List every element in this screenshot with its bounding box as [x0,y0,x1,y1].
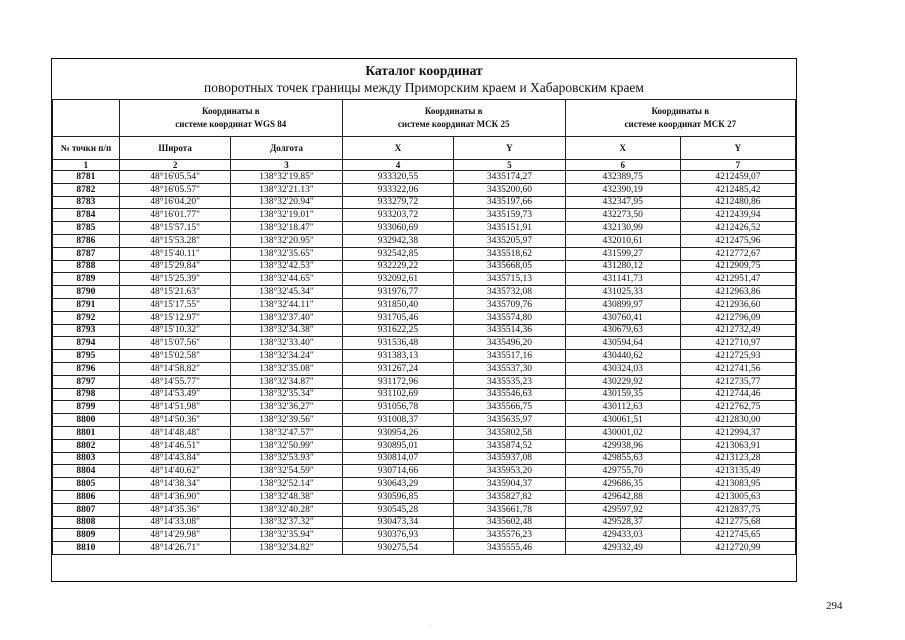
msk27-y-cell: 4212732,49 [680,324,795,337]
latitude-cell: 48°16'01.77" [119,209,230,222]
point-number-cell: 8802 [53,439,120,452]
point-number-cell: 8793 [53,324,120,337]
msk25-y-cell: 3435661,78 [454,503,565,516]
longitude-cell: 138°32'35.08" [231,362,342,375]
catalog-subtitle: поворотных точек границы между Приморским краем и Хабаровским краем [204,80,644,95]
msk25-y-cell: 3435535,23 [454,375,565,388]
msk27-y-cell: 4212772,67 [680,247,795,260]
table-row [53,401,796,414]
table-row [53,529,796,542]
longitude-cell: 138°32'52.14" [231,478,342,491]
point-number-cell: 8789 [53,273,120,286]
msk25-y-cell: 3435518,62 [454,247,565,260]
latitude-cell: 48°14'40.62" [119,465,230,478]
table-row [53,350,796,363]
msk25-x-cell: 932229,22 [342,260,453,273]
msk25-y-cell: 3435205,97 [454,234,565,247]
latitude-cell: 48°14'51.98" [119,401,230,414]
msk27-y-cell: 4212741,56 [680,362,795,375]
msk25-y-cell: 3435574,80 [454,311,565,324]
msk27-y-cell: 4212951,47 [680,273,795,286]
point-number-cell: 8800 [53,414,120,427]
wgs84-group-line2: системе координат WGS 84 [175,119,287,129]
msk27-x-cell: 430061,51 [565,414,680,427]
point-number-cell: 8796 [53,362,120,375]
latitude-cell: 48°14'53.49" [119,388,230,401]
longitude-cell: 138°32'21.13" [231,183,342,196]
msk25-x-cell: 932092,61 [342,273,453,286]
msk27-x-cell: 432389,75 [565,171,680,184]
msk25-x-cell: 931102,69 [342,388,453,401]
msk27-y-cell: 4212796,09 [680,311,795,324]
msk27-y-cell: 4212439,94 [680,209,795,222]
msk27-y-cell: 4212475,96 [680,234,795,247]
msk25-group-line1: Координаты в [424,106,483,116]
msk25-x-cell: 931976,77 [342,286,453,299]
msk27-y-cell: 4212735,77 [680,375,795,388]
table-row [53,516,796,529]
table-row [53,171,796,184]
msk27-group-line1: Координаты в [651,106,710,116]
msk25-x-cell: 930954,26 [342,426,453,439]
msk25-y-cell: 3435732,08 [454,286,565,299]
latitude-cell: 48°14'35.36" [119,503,230,516]
msk27-y-cell: 4212936,60 [680,298,795,311]
msk25-y-cell: 3435514,36 [454,324,565,337]
longitude-cell: 138°32'34.87" [231,375,342,388]
msk27-y-cell: 4212426,52 [680,222,795,235]
msk27-y-cell: 4212909,75 [680,260,795,273]
point-number-cell: 8788 [53,260,120,273]
latitude-cell: 48°15'10.32" [119,324,230,337]
longitude-cell: 138°32'34.82" [231,542,342,555]
table-row [53,209,796,222]
latitude-cell: 48°14'58.82" [119,362,230,375]
point-number-cell: 8785 [53,222,120,235]
longitude-cell: 138°32'37.32" [231,516,342,529]
table-row [53,260,796,273]
column-number: 5 [454,160,565,171]
longitude-cell: 138°32'47.57" [231,426,342,439]
column-number: 6 [565,160,680,171]
latitude-cell: 48°14'50.36" [119,414,230,427]
longitude-cell: 138°32'42.53" [231,260,342,273]
msk27-x-cell: 429433,03 [565,529,680,542]
system-header-row [53,100,796,137]
table-row [53,298,796,311]
msk27-x-cell: 430229,92 [565,375,680,388]
point-number-cell: 8791 [53,298,120,311]
msk25-x-cell: 931850,40 [342,298,453,311]
msk27-x-cell: 430760,41 [565,311,680,324]
longitude-cell: 138°32'36.27" [231,401,342,414]
latitude-cell: 48°14'48.48" [119,426,230,439]
msk27-group-header [565,100,795,137]
latitude-cell: 48°15'12.97" [119,311,230,324]
latitude-cell: 48°15'17.55" [119,298,230,311]
longitude-cell: 138°32'48.38" [231,490,342,503]
point-number-cell: 8810 [53,542,120,555]
msk25-y-cell: 3435937,08 [454,452,565,465]
point-number-cell: 8809 [53,529,120,542]
latitude-cell: 48°15'25.39" [119,273,230,286]
msk25-x-cell: 930596,85 [342,490,453,503]
longitude-cell: 138°32'45.34" [231,286,342,299]
table-row [53,452,796,465]
column-number-row [53,160,796,171]
msk25-x-cell: 931008,37 [342,414,453,427]
msk27-y-header: Y [680,137,795,160]
msk25-x-cell: 933279,72 [342,196,453,209]
msk27-x-cell: 429686,35 [565,478,680,491]
msk25-y-cell: 3435566,75 [454,401,565,414]
table-row [53,503,796,516]
msk27-x-cell: 429755,70 [565,465,680,478]
msk25-x-cell: 930275,54 [342,542,453,555]
table-row [53,273,796,286]
msk27-x-cell: 432273,50 [565,209,680,222]
msk25-x-cell: 932942,38 [342,234,453,247]
msk27-y-cell: 4212745,65 [680,529,795,542]
latitude-cell: 48°14'36.90" [119,490,230,503]
latitude-cell: 48°16'05.57" [119,183,230,196]
table-row [53,183,796,196]
latitude-cell: 48°14'43.84" [119,452,230,465]
msk25-x-cell: 930814,07 [342,452,453,465]
msk25-x-cell: 931622,25 [342,324,453,337]
table-row [53,222,796,235]
table-row [53,247,796,260]
msk27-y-cell: 4213063,91 [680,439,795,452]
msk25-x-cell: 931536,48 [342,337,453,350]
table-row [53,324,796,337]
msk27-x-cell: 430440,62 [565,350,680,363]
msk25-y-cell: 3435709,76 [454,298,565,311]
msk25-y-cell: 3435555,46 [454,542,565,555]
msk25-y-cell: 3435715,13 [454,273,565,286]
point-number-cell: 8797 [53,375,120,388]
scan-speck: · [430,622,432,628]
point-number-cell: 8806 [53,490,120,503]
msk25-y-cell: 3435496,20 [454,337,565,350]
longitude-cell: 138°32'33.40" [231,337,342,350]
msk27-x-cell: 431280,12 [565,260,680,273]
table-row [53,388,796,401]
msk27-x-cell: 429938,96 [565,439,680,452]
table-row [53,465,796,478]
longitude-cell: 138°32'44.11" [231,298,342,311]
msk27-x-cell: 430679,63 [565,324,680,337]
msk25-y-cell: 3435159,73 [454,209,565,222]
table-row [53,286,796,299]
msk25-y-cell: 3435537,30 [454,362,565,375]
point-number-cell: 8804 [53,465,120,478]
point-number-cell: 8783 [53,196,120,209]
msk27-y-cell: 4212485,42 [680,183,795,196]
msk27-x-header: X [565,137,680,160]
point-number-cell: 8798 [53,388,120,401]
longitude-cell: 138°32'20.95" [231,234,342,247]
msk25-x-cell: 931705,46 [342,311,453,324]
longitude-cell: 138°32'40.28" [231,503,342,516]
msk25-group-line2: системе координат МСК 25 [397,119,510,129]
msk27-y-cell: 4213005,63 [680,490,795,503]
point-number-cell: 8805 [53,478,120,491]
msk25-y-cell: 3435174,27 [454,171,565,184]
coordinate-table [52,99,796,555]
msk27-x-cell: 429528,37 [565,516,680,529]
point-number-cell: 8794 [53,337,120,350]
msk25-x-cell: 932542,85 [342,247,453,260]
wgs84-group-line1: Координаты в [201,106,260,116]
msk27-x-cell: 432390,19 [565,183,680,196]
longitude-cell: 138°32'34.38" [231,324,342,337]
longitude-cell: 138°32'37.40" [231,311,342,324]
msk25-y-cell: 3435197,66 [454,196,565,209]
msk27-x-cell: 431025,33 [565,286,680,299]
msk25-y-cell: 3435904,37 [454,478,565,491]
table-row [53,414,796,427]
msk25-y-cell: 3435517,16 [454,350,565,363]
point-number-cell: 8784 [53,209,120,222]
msk25-x-cell: 931383,13 [342,350,453,363]
table-row [53,234,796,247]
longitude-cell: 138°32'35.34" [231,388,342,401]
column-number: 2 [119,160,230,171]
msk27-x-cell: 430899,97 [565,298,680,311]
msk27-y-cell: 4212963,86 [680,286,795,299]
msk27-x-cell: 429642,88 [565,490,680,503]
msk27-y-cell: 4212830,00 [680,414,795,427]
msk25-x-cell: 930376,93 [342,529,453,542]
point-number-cell: 8792 [53,311,120,324]
point-number-cell: 8790 [53,286,120,299]
msk27-x-cell: 432130,99 [565,222,680,235]
msk27-x-cell: 429332,49 [565,542,680,555]
msk25-x-cell: 930643,29 [342,478,453,491]
latitude-cell: 48°16'05.54" [119,171,230,184]
longitude-cell: 138°32'19.85" [231,171,342,184]
msk27-x-cell: 432347,95 [565,196,680,209]
point-number-cell: 8799 [53,401,120,414]
msk27-y-cell: 4213123,28 [680,452,795,465]
longitude-cell: 138°32'50.99" [231,439,342,452]
msk25-x-cell: 930545,28 [342,503,453,516]
msk25-group-header [342,100,565,137]
msk27-y-cell: 4212710,97 [680,337,795,350]
point-number-cell: 8803 [53,452,120,465]
msk27-y-cell: 4212762,75 [680,401,795,414]
table-row [53,311,796,324]
longitude-cell: 138°32'39.56" [231,414,342,427]
latitude-cell: 48°14'55.77" [119,375,230,388]
column-number: 4 [342,160,453,171]
table-row [53,478,796,491]
point-number-cell: 8795 [53,350,120,363]
latitude-cell: 48°15'57.15" [119,222,230,235]
point-number-cell: 8787 [53,247,120,260]
msk25-x-cell: 930473,34 [342,516,453,529]
table-row [53,542,796,555]
msk25-y-cell: 3435802,58 [454,426,565,439]
column-header-row [53,137,796,160]
table-row [53,490,796,503]
longitude-header: Долгота [231,137,342,160]
msk27-x-cell: 430594,64 [565,337,680,350]
msk27-y-cell: 4212775,68 [680,516,795,529]
longitude-cell: 138°32'20.94" [231,196,342,209]
msk25-y-cell: 3435200,60 [454,183,565,196]
msk25-x-cell: 931056,78 [342,401,453,414]
msk27-y-cell: 4212480,86 [680,196,795,209]
latitude-cell: 48°14'29.98" [119,529,230,542]
longitude-cell: 138°32'35.65" [231,247,342,260]
msk27-x-cell: 432010,61 [565,234,680,247]
point-number-cell: 8786 [53,234,120,247]
msk25-x-cell: 931172,96 [342,375,453,388]
msk27-y-cell: 4212744,46 [680,388,795,401]
msk25-y-cell: 3435827,82 [454,490,565,503]
table-row [53,337,796,350]
latitude-cell: 48°15'07.56" [119,337,230,350]
coordinate-catalog-frame [51,58,797,582]
msk27-x-cell: 430324,03 [565,362,680,375]
msk27-y-cell: 4213083,95 [680,478,795,491]
msk27-x-cell: 431141,73 [565,273,680,286]
table-row [53,362,796,375]
msk27-x-cell: 430001,02 [565,426,680,439]
msk25-x-cell: 933203,72 [342,209,453,222]
catalog-title: Каталог координат [365,63,483,78]
msk25-y-cell: 3435953,20 [454,465,565,478]
longitude-cell: 138°32'34.24" [231,350,342,363]
longitude-cell: 138°32'44.65" [231,273,342,286]
column-number: 1 [53,160,120,171]
latitude-cell: 48°14'26.71" [119,542,230,555]
msk27-y-cell: 4212994,37 [680,426,795,439]
msk27-y-cell: 4213135,49 [680,465,795,478]
msk27-group-line2: системе координат МСК 27 [624,119,737,129]
msk27-x-cell: 430112,63 [565,401,680,414]
msk25-y-cell: 3435151,91 [454,222,565,235]
msk25-x-cell: 930895,01 [342,439,453,452]
table-row [53,196,796,209]
column-number: 3 [231,160,342,171]
msk25-x-cell: 931267,24 [342,362,453,375]
msk27-y-cell: 4212459,07 [680,171,795,184]
point-number-cell: 8782 [53,183,120,196]
latitude-cell: 48°14'33.08" [119,516,230,529]
msk25-y-cell: 3435668,05 [454,260,565,273]
table-row [53,426,796,439]
latitude-cell: 48°15'53.28" [119,234,230,247]
msk25-y-cell: 3435576,23 [454,529,565,542]
msk25-y-header: Y [454,137,565,160]
msk27-x-cell: 429855,63 [565,452,680,465]
msk27-x-cell: 430159,35 [565,388,680,401]
msk27-y-cell: 4212720,99 [680,542,795,555]
title-block [52,59,796,100]
msk27-x-cell: 431599,27 [565,247,680,260]
msk25-x-header: X [342,137,453,160]
point-number-cell: 8781 [53,171,120,184]
point-number-cell: 8808 [53,516,120,529]
point-number-header: № точки п/п [53,137,120,160]
latitude-cell: 48°15'40.11" [119,247,230,260]
msk27-x-cell: 429597,92 [565,503,680,516]
msk25-y-cell: 3435874,52 [454,439,565,452]
latitude-cell: 48°15'21.63" [119,286,230,299]
longitude-cell: 138°32'35.94" [231,529,342,542]
longitude-cell: 138°32'18.47" [231,222,342,235]
wgs84-group-header [119,100,342,137]
latitude-cell: 48°14'46.51" [119,439,230,452]
point-number-cell: 8801 [53,426,120,439]
latitude-header: Широта [119,137,230,160]
msk25-x-cell: 933060,69 [342,222,453,235]
table-row [53,439,796,452]
longitude-cell: 138°32'54.59" [231,465,342,478]
longitude-cell: 138°32'19.01" [231,209,342,222]
msk25-y-cell: 3435635,97 [454,414,565,427]
latitude-cell: 48°16'04.20" [119,196,230,209]
longitude-cell: 138°32'53.93" [231,452,342,465]
msk25-y-cell: 3435546,63 [454,388,565,401]
page-number: 294 [826,600,843,612]
point-number-cell: 8807 [53,503,120,516]
latitude-cell: 48°14'38.34" [119,478,230,491]
msk25-y-cell: 3435602,48 [454,516,565,529]
msk25-x-cell: 930714,66 [342,465,453,478]
latitude-cell: 48°15'29.84" [119,260,230,273]
table-row [53,375,796,388]
column-number: 7 [680,160,795,171]
msk25-x-cell: 933322,06 [342,183,453,196]
latitude-cell: 48°15'02.58" [119,350,230,363]
msk25-x-cell: 933320,55 [342,171,453,184]
msk27-y-cell: 4212837,75 [680,503,795,516]
coordinate-rows [53,171,796,555]
header-blank-cell [53,100,120,137]
msk27-y-cell: 4212725,93 [680,350,795,363]
